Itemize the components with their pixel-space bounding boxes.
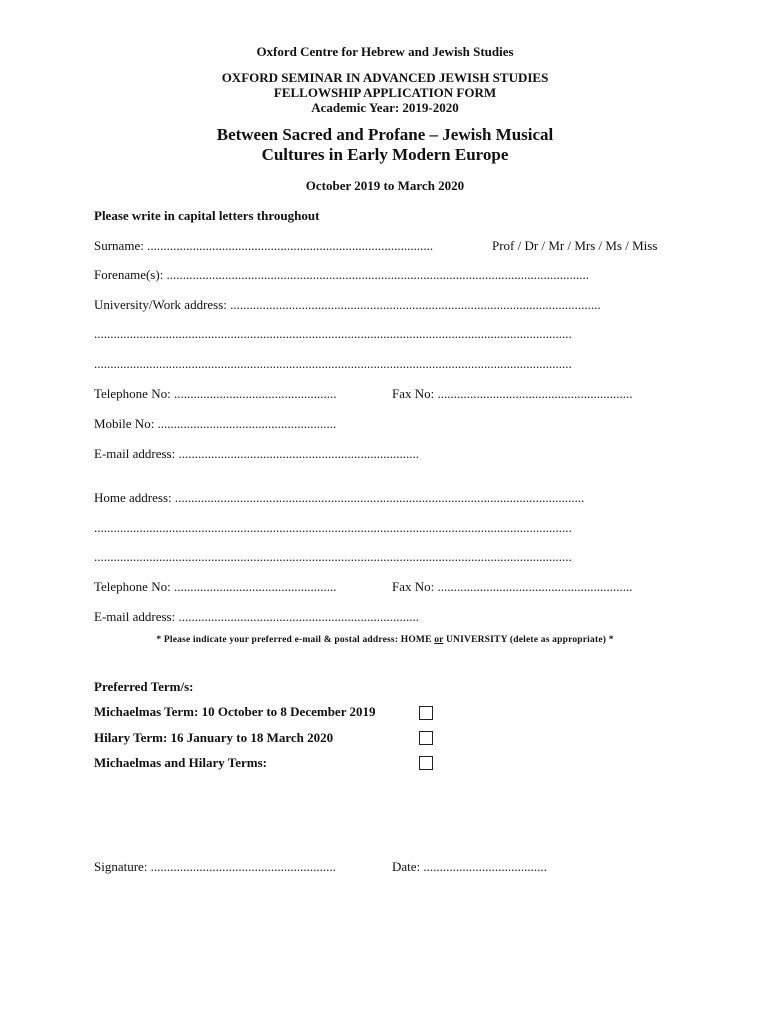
home-fax-field[interactable]: Fax No: ............................................................ [392, 579, 633, 594]
both-terms-checkbox[interactable] [419, 756, 433, 770]
date-field[interactable]: Date: ...................................... [392, 859, 547, 874]
work-fax-field[interactable]: Fax No: ............................................................ [392, 386, 633, 401]
work-email-field[interactable]: E-mail address: .......................................................................... [94, 446, 419, 461]
title-options[interactable]: Prof / Dr / Mr / Mrs / Ms / Miss [492, 238, 658, 253]
note-or: or [434, 635, 444, 645]
signature-field[interactable]: Signature: ......................................................... [94, 859, 336, 874]
academic-year: Academic Year: 2019-2020 [311, 100, 459, 115]
home-address-line-2[interactable]: ................................................................................................................................................... [94, 520, 572, 535]
seminar-title-line-1: Between Sacred and Profane – Jewish Musical [216, 125, 554, 144]
hilary-term-label: Hilary Term: 16 January to 18 March 2020 [94, 730, 334, 745]
home-address-field[interactable]: Home address: .............................................................................................................................. [94, 490, 585, 505]
both-terms-label: Michaelmas and Hilary Terms: [94, 755, 267, 770]
hilary-term-checkbox[interactable] [419, 731, 433, 745]
work-address-line-2[interactable]: ................................................................................................................................................... [94, 326, 572, 341]
note-text-before: * Please indicate your preferred e-mail & postal address: HOME [156, 635, 435, 645]
mobile-field[interactable]: Mobile No: ....................................................... [94, 416, 337, 431]
work-telephone-field[interactable]: Telephone No: .................................................. [94, 386, 337, 401]
michaelmas-term-label: Michaelmas Term: 10 October to 8 December 2019 [94, 704, 376, 719]
seminar-name: OXFORD SEMINAR IN ADVANCED JEWISH STUDIES [221, 70, 549, 85]
organisation-name: Oxford Centre for Hebrew and Jewish Studies [256, 44, 514, 59]
instruction-text: Please write in capital letters throughout [94, 208, 320, 223]
work-address-field[interactable]: University/Work address: .................................................................................................................. [94, 297, 601, 312]
home-telephone-field[interactable]: Telephone No: .................................................. [94, 579, 337, 594]
forenames-field[interactable]: Forename(s): .................................................................................................................................. [94, 267, 590, 282]
home-address-line-3[interactable]: ................................................................................................................................................... [94, 549, 572, 564]
preferred-address-note [0, 635, 770, 645]
michaelmas-term-checkbox[interactable] [419, 706, 433, 720]
work-address-line-3[interactable]: ................................................................................................................................................... [94, 356, 572, 371]
home-email-field[interactable]: E-mail address: .......................................................................... [94, 609, 419, 624]
seminar-dates: October 2019 to March 2020 [305, 178, 465, 193]
form-name: FELLOWSHIP APPLICATION FORM [273, 85, 497, 100]
surname-field[interactable]: Surname: ........................................................................................ [94, 238, 434, 253]
seminar-title-line-2: Cultures in Early Modern Europe [261, 145, 509, 164]
note-text-after: UNIVERSITY (delete as appropriate) * [443, 635, 614, 645]
preferred-terms-heading: Preferred Term/s: [94, 679, 194, 694]
